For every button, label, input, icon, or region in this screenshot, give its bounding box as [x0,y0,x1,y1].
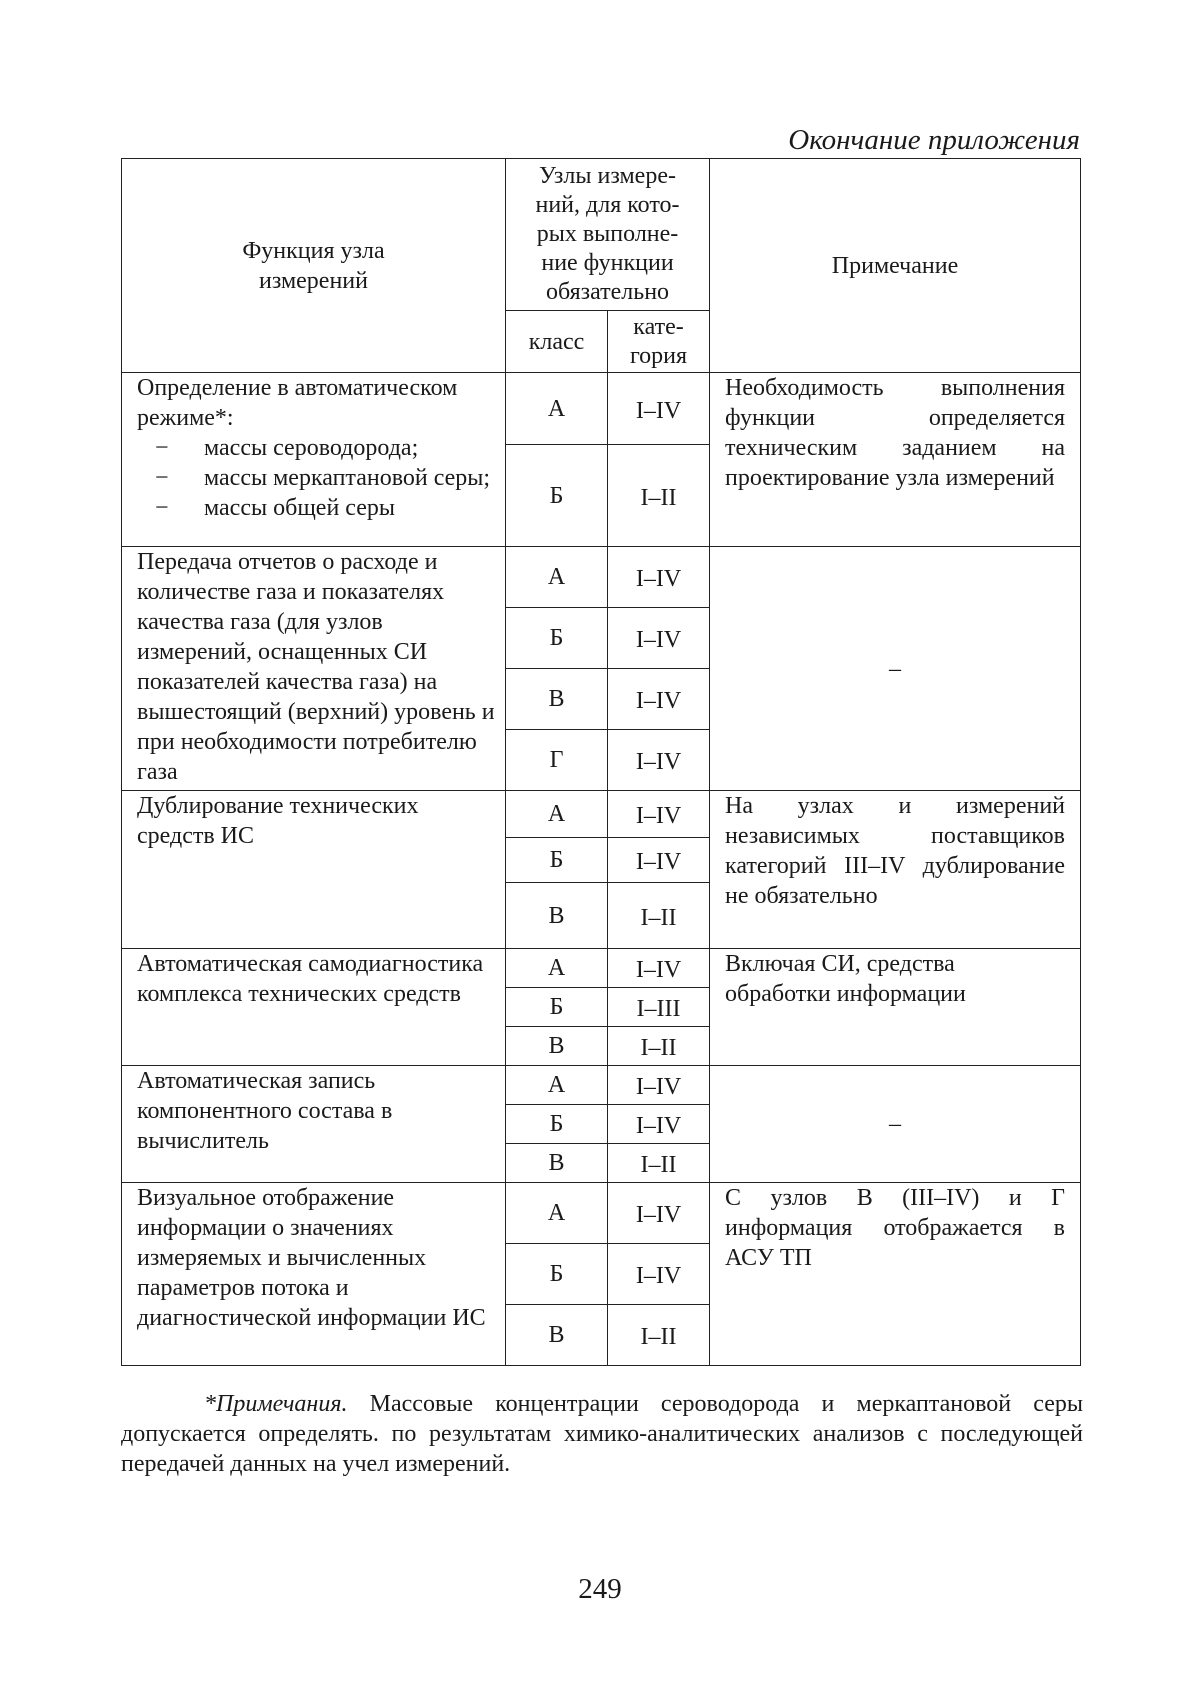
category-cell: I–II [608,1027,710,1066]
category-cell: I–II [608,883,710,949]
function-cell: Дублирование технических средств ИС [122,791,506,949]
header-nodes-group: Узлы измере- ний, для кото- рых выполне- ние функции обязательно [506,159,710,311]
category-cell: I–IV [608,547,710,608]
function-cell: Визуальное отображение информации о значениях измеряемых и вычисленных параметров потока и диагностической информации ИС [122,1183,506,1366]
list-item [137,463,497,493]
class-cell: А [506,949,608,988]
class-cell: А [506,1183,608,1244]
note-cell: Включая СИ, средства обработки информации [710,949,1081,1066]
category-cell: I–IV [608,949,710,988]
function-cell: Автоматическая запись компонентного состава в вычислитель [122,1066,506,1183]
function-cell: Передача отчетов о расходе и количестве газа и показателях качества газа (для узлов измерений, оснащенных СИ показателей качества газа) на вышестоящий (верхний) уровень и при необходимости потребителю газа [122,547,506,791]
class-cell: Б [506,988,608,1027]
class-cell: А [506,1066,608,1105]
class-cell: В [506,883,608,949]
function-intro: Определение в автоматическом режиме*: [137,375,458,431]
class-cell: А [506,547,608,608]
table-row [122,373,1081,445]
category-cell: I–III [608,988,710,1027]
category-cell: I–IV [608,1183,710,1244]
category-cell: I–II [608,1144,710,1183]
category-cell: I–IV [608,838,710,883]
category-cell: I–IV [608,730,710,791]
class-cell: В [506,1305,608,1366]
class-cell: Б [506,1244,608,1305]
category-cell: I–IV [608,1244,710,1305]
class-cell: Г [506,730,608,791]
list-item [137,493,497,523]
class-cell: Б [506,838,608,883]
table-row [122,1183,1081,1244]
footnote-label: *Примечания. [204,1391,348,1417]
class-cell: В [506,1144,608,1183]
footnote-text: Массовые концентрации сероводорода и меркаптановой серы допускается определять. по результатам химико-аналитических анализов с последующей передачей данных на учел измерений. [121,1391,1083,1477]
function-cell [122,373,506,547]
table-row [122,547,1081,608]
requirements-table [121,158,1081,1366]
table-row [122,1066,1081,1105]
category-cell: I–II [608,445,710,547]
class-cell: Б [506,608,608,669]
dash-icon: − [155,465,169,491]
function-bullets [137,433,497,523]
category-cell: I–IV [608,1105,710,1144]
class-cell: Б [506,1105,608,1144]
page-number: 249 [578,1573,622,1605]
bullet-text: массы сероводорода; [204,435,419,461]
bullet-text: массы общей серы [204,495,396,521]
class-cell: В [506,669,608,730]
category-cell: I–IV [608,669,710,730]
header-note: Примечание [710,159,1081,373]
category-cell: I–II [608,1305,710,1366]
class-cell: Б [506,445,608,547]
note-cell: – [710,547,1081,791]
category-cell: I–IV [608,373,710,445]
dash-icon: − [155,435,169,461]
bullet-text: массы меркаптановой серы; [204,465,491,491]
header-class: класс [506,311,608,373]
note-cell: Необходимость выполнения функции определяется техническим заданием на проектирование узла измерений [710,373,1081,547]
class-cell: А [506,373,608,445]
class-cell: А [506,791,608,838]
note-cell: На узлах и измерений независимых поставщиков категорий III–IV дублирование не обязательно [710,791,1081,949]
function-cell: Автоматическая самодиагностика комплекса технических средств [122,949,506,1066]
category-cell: I–IV [608,791,710,838]
table-row [122,791,1081,838]
note-cell: – [710,1066,1081,1183]
appendix-continuation-caption: Окончание приложения [788,124,1080,156]
list-item [137,433,497,463]
class-cell: В [506,1027,608,1066]
table-row [122,949,1081,988]
footnote [121,1389,1083,1479]
header-category: кате- гория [608,311,710,373]
dash-icon: − [155,495,169,521]
category-cell: I–IV [608,608,710,669]
note-cell: С узлов В (III–IV) и Г информация отображается в АСУ ТП [710,1183,1081,1366]
header-function: Функция узла измерений [122,159,506,373]
category-cell: I–IV [608,1066,710,1105]
